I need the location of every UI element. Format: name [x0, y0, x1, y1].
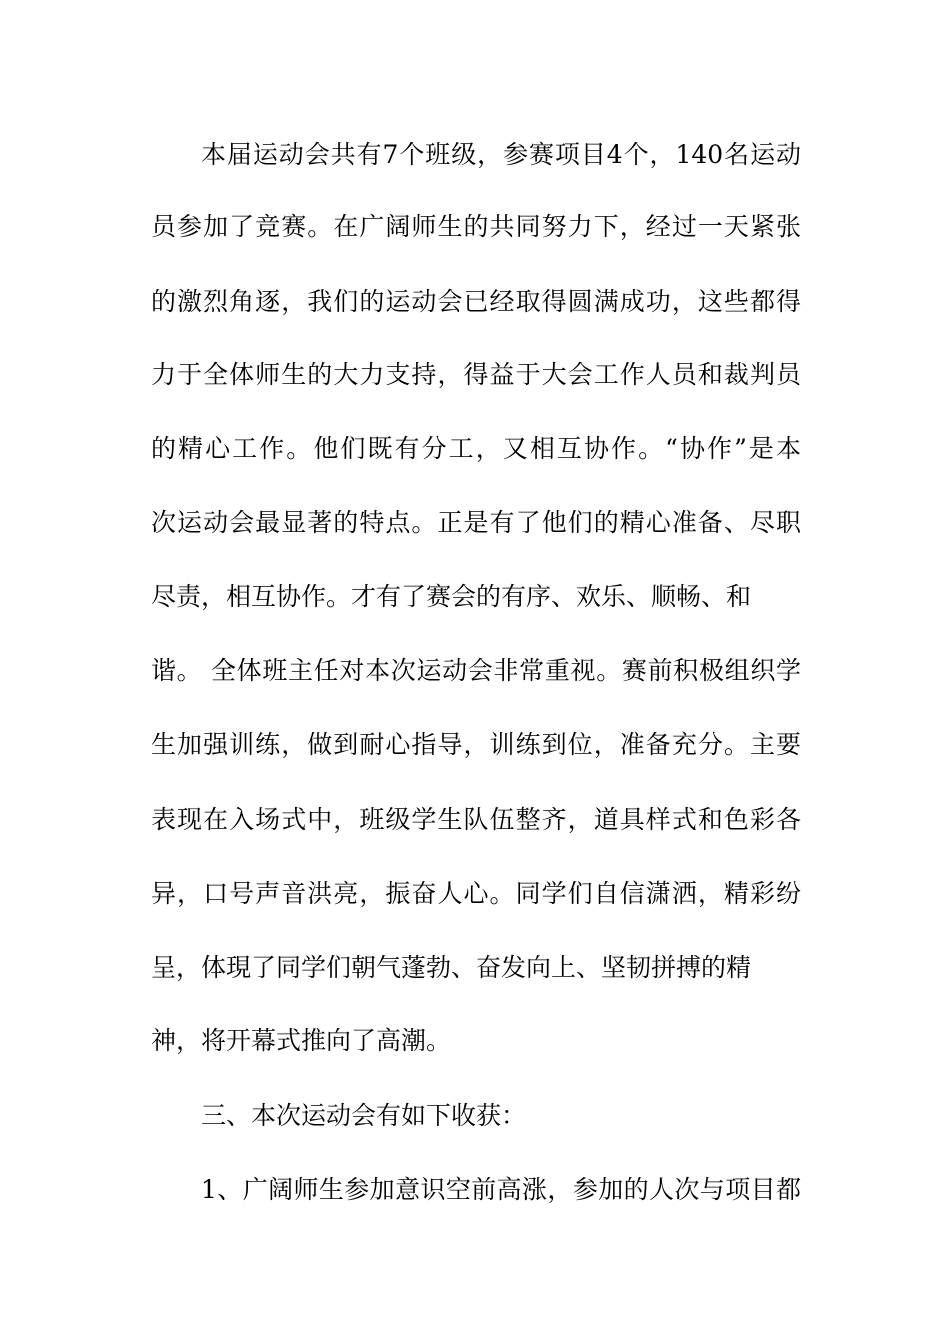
- paragraph-line: 异，口号声音洪亮，振奋人心。同学们自信潇洒，精彩纷: [151, 879, 801, 908]
- paragraph-line: 表现在入场式中，班级学生队伍整齐，道具样式和色彩各: [151, 805, 801, 834]
- paragraph-line: 力于全体师生的大力支持，得益于大会工作人员和裁判员: [151, 360, 801, 389]
- section-heading: 三、本次运动会有如下收获：: [201, 1101, 527, 1130]
- paragraph-line: 员参加了竞赛。在广阔师生的共同努力下，经过一天紧张: [151, 212, 801, 241]
- paragraph-line: 尽责，相互协作。才有了赛会的有序、欢乐、顺畅、和: [151, 582, 752, 611]
- paragraph-line: 生加强训练，做到耐心指导，训练到位，准备充分。主要: [151, 730, 801, 759]
- paragraph-line: 谐。 全体班主任对本次运动会非常重视。赛前积极组织学: [151, 656, 801, 685]
- paragraph-line: 的激烈角逐，我们的运动会已经取得圆满成功，这些都得: [151, 287, 801, 316]
- paragraph-line: 呈，体現了同学们朝气蓬勃、奋发向上、坚韧拼搏的精: [151, 953, 752, 982]
- paragraph-line: 本届运动会共有7个班级，参赛项目4个，140名运动: [201, 140, 801, 169]
- paragraph-line: 的精心工作。他们既有分工，又相互协作。“协作”是本: [151, 434, 801, 463]
- list-item: 1、广阔师生参加意识空前高涨，参加的人次与项目都: [201, 1175, 801, 1204]
- paragraph-line: 次运动会最显著的特点。正是有了他们的精心准备、尽职: [151, 508, 801, 537]
- paragraph-line: 神，将开幕式推向了高潮。: [151, 1026, 452, 1055]
